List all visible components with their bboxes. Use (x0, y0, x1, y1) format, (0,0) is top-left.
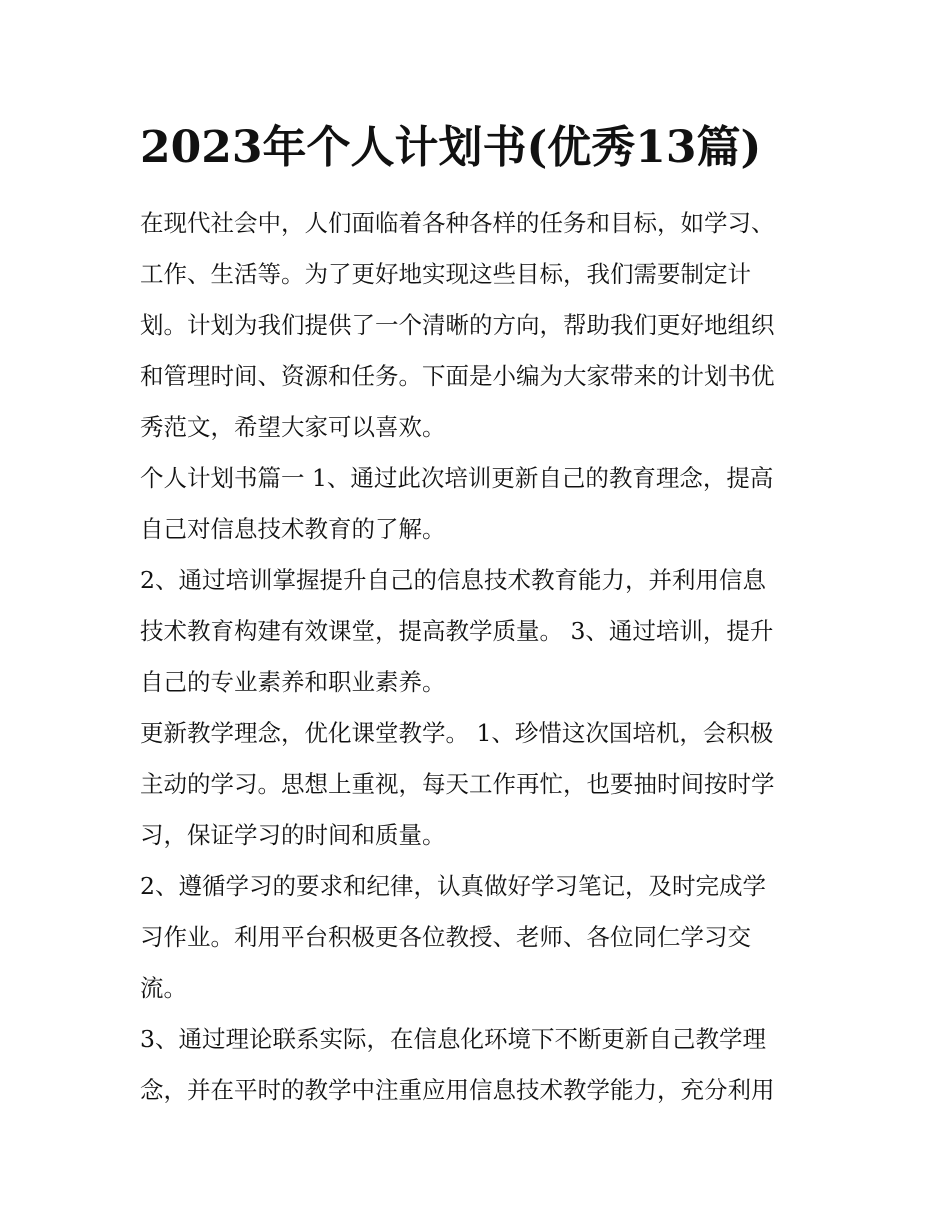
text-line: 3、通过理论联系实际，在信息化环境下不断更新自己教学理 (140, 1025, 766, 1053)
text-line: 自己对信息技术教育的了解。 (140, 515, 446, 543)
text-line: 流。 (140, 974, 187, 1002)
text-line: 个人计划书篇一 1、通过此次培训更新自己的教育理念，提高 (140, 464, 774, 492)
text-line: 划。计划为我们提供了一个清晰的方向，帮助我们更好地组织 (140, 311, 775, 339)
text-line: 2、通过培训掌握提升自己的信息技术教育能力，并利用信息 (140, 566, 766, 594)
text-line: 技术教育构建有效课堂，提高教学质量。 3、通过培训，提升 (140, 617, 774, 645)
text-line: 在现代社会中，人们面临着各种各样的任务和目标，如学习、 (140, 209, 775, 237)
text-line: 自己的专业素养和职业素养。 (140, 668, 446, 696)
text-line: 主动的学习。思想上重视，每天工作再忙，也要抽时间按时学 (140, 770, 775, 798)
text-line: 2、遵循学习的要求和纪律，认真做好学习笔记，及时完成学 (140, 872, 766, 900)
paragraph-teaching-concept (140, 708, 820, 861)
paragraph-study-rules (140, 861, 820, 1014)
text-line: 和管理时间、资源和任务。下面是小编为大家带来的计划书优 (140, 362, 775, 390)
text-line: 习，保证学习的时间和质量。 (140, 821, 446, 849)
text-line: 秀范文，希望大家可以喜欢。 (140, 413, 446, 441)
paragraph-theory-practice (140, 1014, 820, 1116)
text-line: 念，并在平时的教学中注重应用信息技术教学能力，充分利用 (140, 1076, 775, 1104)
paragraph-plan-one (140, 453, 820, 555)
paragraph-item-2 (140, 555, 820, 708)
text-line: 更新教学理念，优化课堂教学。 1、珍惜这次国培机，会积极 (140, 719, 774, 747)
text-line: 习作业。利用平台积极更各位教授、老师、各位同仁学习交 (140, 923, 751, 951)
text-line: 工作、生活等。为了更好地实现这些目标，我们需要制定计 (140, 260, 751, 288)
paragraph-intro (140, 198, 820, 453)
document-title: 2023年个人计划书(优秀13篇) (140, 122, 762, 173)
document-body (140, 198, 820, 1116)
